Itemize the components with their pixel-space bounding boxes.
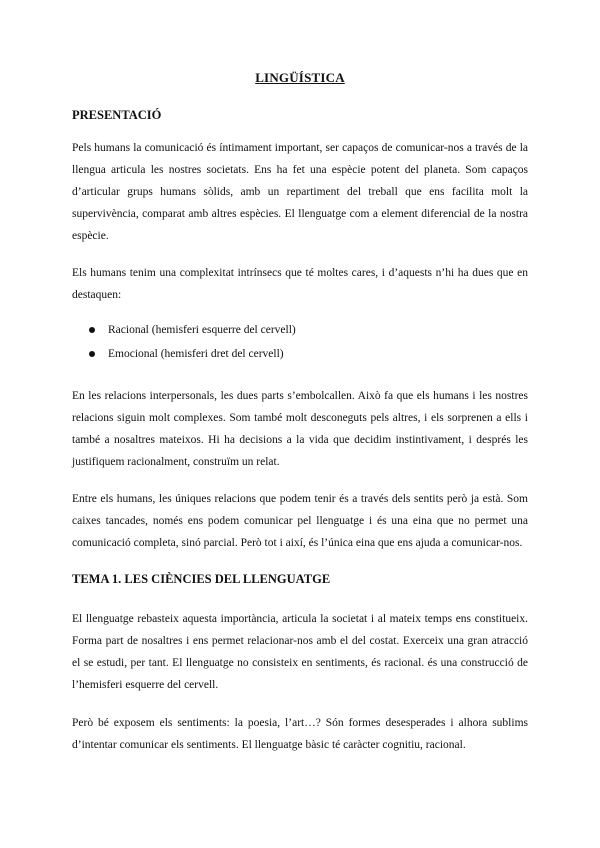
list-item-text: Racional (hemisferi esquerre del cervell)	[108, 324, 296, 336]
list-item	[72, 318, 528, 342]
bullet-icon	[89, 351, 95, 357]
paragraph-2: Els humans tenim una complexitat intrínsecs que té moltes cares, i d’aquests n’hi ha dues que en destaquen:	[72, 267, 528, 301]
bullet-icon	[89, 327, 95, 333]
document-title: LINGÜÍSTICA	[255, 70, 345, 85]
bullet-list	[72, 318, 528, 366]
paragraph-6: Però bé exposem els sentiments: la poesia, l’art…? Són formes desesperades i alhora sublims d’intentar comunicar els sentiments. El llenguatge bàsic té caràcter cognitiu, racional.	[72, 717, 528, 751]
paragraph-1: Pels humans la comunicació és íntimament important, ser capaços de comunicar-nos a través de la llengua articula les nostres societats. Ens ha fet una espècie potent del planeta. Som capaços d’articular grups humans sòlids, amb un repartiment del treball que ens facilita molt la supervivència, comparat amb altres espècies. El llenguatge com a element diferencial de la nostra espècie.	[72, 142, 528, 242]
list-item	[72, 342, 528, 366]
section-heading-presentacio: PRESENTACIÓ	[72, 108, 162, 122]
paragraph-5: El llenguatge rebasteix aquesta importància, articula la societat i al mateix temps ens constitueix. Forma part de nosaltres i ens permet relacionar-nos amb el del costat. Exerceix una gran atracció el se estudi, per tant. El llenguatge no consisteix en sentiments, és racional. és una construcció de l’hemisferi esquerre del cervell.	[72, 613, 528, 691]
section-heading-tema-1: TEMA 1. LES CIÈNCIES DEL LLENGUATGE	[72, 572, 331, 586]
paragraph-3: En les relacions interpersonals, les dues parts s’embolcallen. Això fa que els humans i les nostres relacions siguin molt complexes. Som també molt desconeguts pels altres, i els sorprenen a ells i també a nosaltres mateixos. Hi ha decisions a la vida que decidim instintivament, i després les justifiquem racionalment, construïm un relat.	[72, 390, 528, 468]
paragraph-4: Entre els humans, les úniques relacions que podem tenir és a través dels sentits però ja està. Som caixes tancades, només ens podem comunicar pel llenguatge i és una eina que no permet una comunicació completa, sinó parcial. Però tot i així, és l’única eina que ens ajuda a comunicar-nos.	[72, 493, 528, 549]
list-item-text: Emocional (hemisferi dret del cervell)	[108, 348, 284, 360]
